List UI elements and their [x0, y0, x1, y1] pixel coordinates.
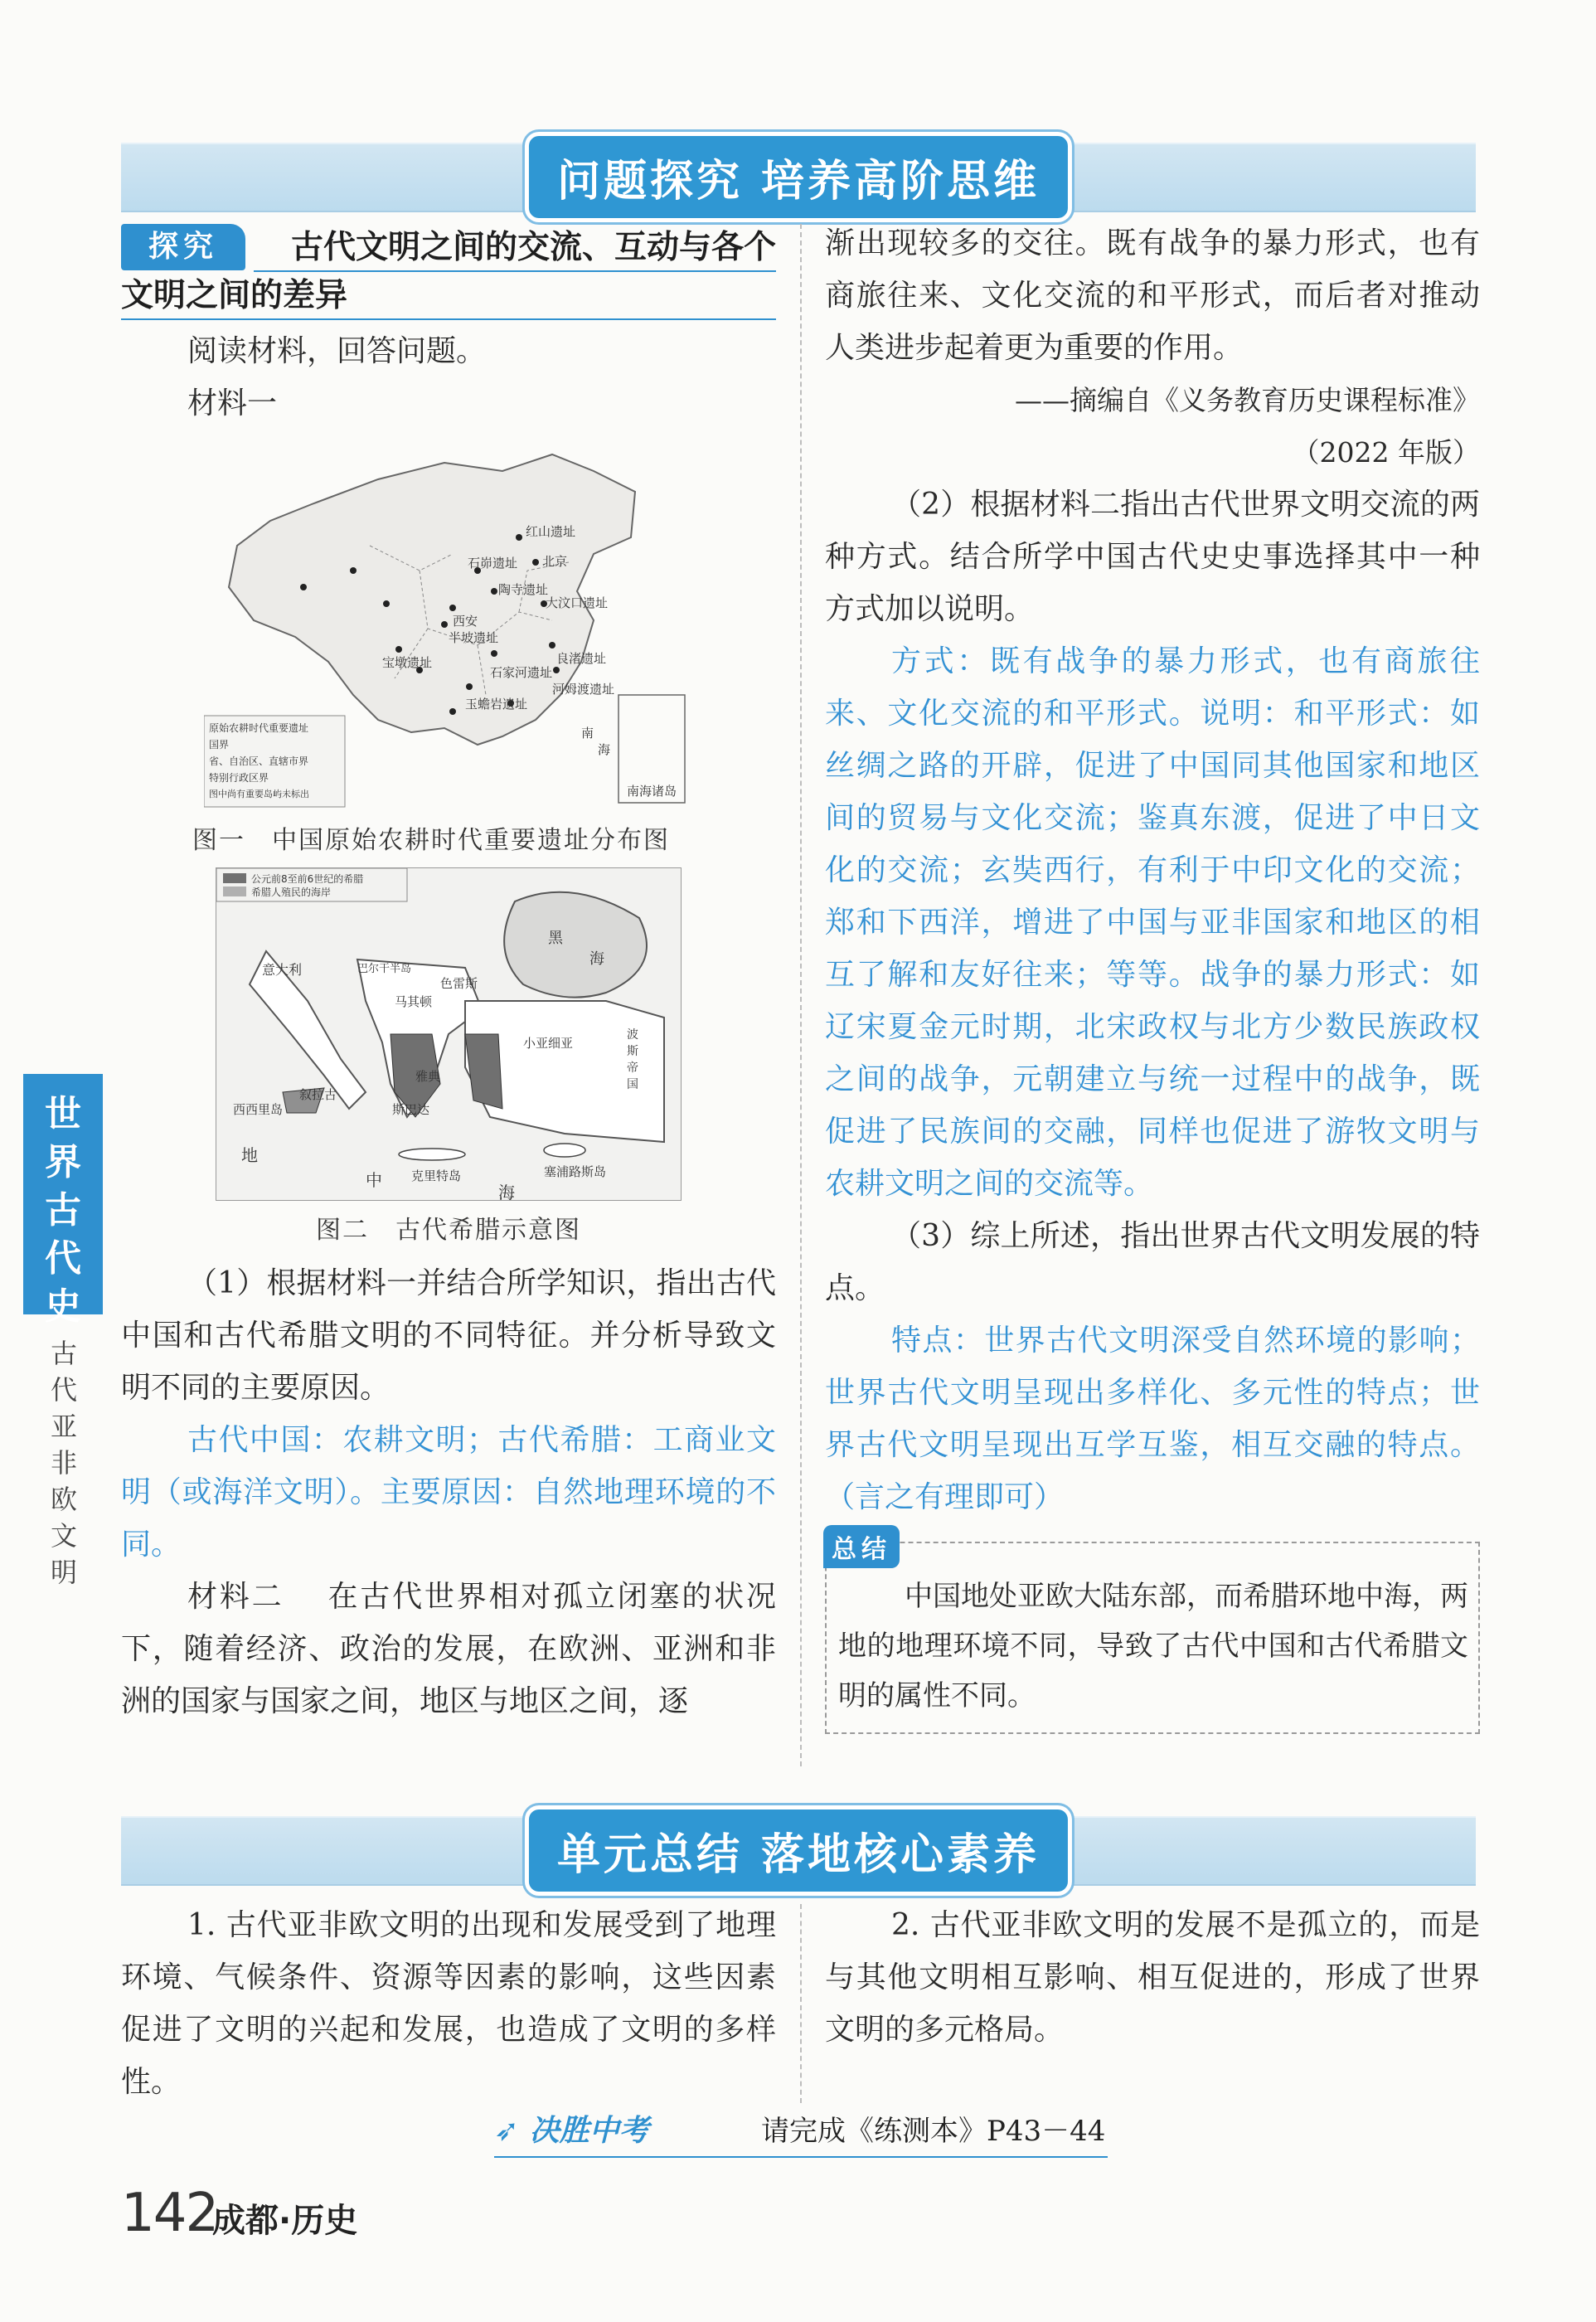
summary-box [825, 1535, 1480, 1734]
map-label: 意大利 [262, 962, 303, 978]
footer-logo [494, 2106, 649, 2156]
question-3: （3）综上所述，指出世界古代文明发展的特点。 [825, 1219, 1480, 1305]
footer-underline [494, 2156, 1108, 2158]
fig2-caption: 图二 古代希腊示意图 [316, 1216, 581, 1245]
side-tab [23, 1074, 103, 1328]
section-banner-explore-title: 问题探究 培养高阶思维 [529, 136, 1068, 218]
map-label: 海 [598, 742, 611, 757]
material2-source-edition: （2022 年版） [1292, 436, 1480, 469]
column-divider [800, 224, 802, 1766]
map-label: 黑 [548, 930, 563, 947]
side-subtitle: 古代亚非欧文明 [50, 1338, 77, 1588]
material2-text: 在古代世界相对孤立闭塞的状况下，随着经济、政治的发展，在欧洲、亚洲和非洲的国家与国家之间，地区与地区之间，逐 [121, 1580, 776, 1718]
map-label: 克里特岛 [411, 1168, 462, 1183]
material2-continued: 渐出现较多的交往。既有战争的暴力形式，也有商旅往来、文化交流的和平形式，而后者对推动人类进步起着更为重要的作用。 [825, 226, 1480, 365]
legend-item: 图中尚有重要岛屿未标出 [209, 789, 309, 799]
question-1: （1）根据材料一并结合所学知识，指出古代中国和古代希腊文明的不同特征。并分析导致文明不同的主要原因。 [121, 1266, 776, 1405]
map-label: 宝墩遗址 [382, 655, 433, 670]
explore-tag: 探究 [121, 224, 245, 270]
legend-item: 原始农耕时代重要遗址 [209, 722, 309, 734]
map-label: 叙拉古 [299, 1087, 337, 1102]
summary-text: 中国地处亚欧大陆东部，而希腊环地中海，两地的地理环境不同，导致了古代中国和古代希腊文明的属性不同。 [838, 1580, 1468, 1712]
map-label: 塞浦路斯岛 [544, 1164, 607, 1179]
map-label: 中 [366, 1170, 382, 1190]
map-label: 雅典 [415, 1069, 441, 1084]
legend-item: 公元前8至前6世纪的希腊 [251, 873, 364, 885]
material2-label: 材料二 [187, 1580, 284, 1614]
map-label: 红山遗址 [526, 524, 576, 539]
material2 [121, 1571, 776, 1727]
explore-heading [121, 224, 776, 315]
answer-1: 古代中国：农耕文明；古代希腊：工商业文明（或海洋文明）。主要原因：自然地理环境的不同。 [121, 1423, 776, 1562]
china-map-figure [204, 446, 693, 811]
map-label: 小亚细亚 [523, 1036, 574, 1051]
runner-icon: ➶ [494, 2114, 530, 2148]
section-banner-unit-title: 单元总结 落地核心素养 [529, 1810, 1068, 1892]
legend-item: 省、自治区、直辖市界 [209, 755, 309, 767]
legend-item: 国界 [209, 739, 230, 751]
book-name: 成都·历史 [212, 2202, 358, 2240]
map-label: 海 [589, 950, 604, 968]
legend-item: 希腊人殖民的海岸 [251, 887, 332, 898]
material2-source: ——摘编自《义务教育历史课程标准》 [1015, 384, 1480, 416]
map-label: 半坡遗址 [449, 630, 499, 645]
map-label: 波斯帝国 [627, 1028, 638, 1091]
unit-divider [800, 1904, 802, 2103]
map-label: 巴尔干半岛 [357, 963, 412, 975]
right-column [825, 217, 1480, 1734]
map-label: 斯巴达 [392, 1102, 430, 1117]
page-number: 142 [121, 2183, 218, 2244]
greece-map-svg [216, 868, 681, 1200]
explore-underline-2 [121, 318, 776, 320]
map-label: 石家河遗址 [490, 665, 553, 680]
section-banner-explore [121, 143, 1476, 212]
map-label: 西西里岛 [233, 1102, 284, 1117]
map-label: 北京 [542, 554, 568, 569]
unit-point-1-text: 1. 古代亚非欧文明的出现和发展受到了地理环境、气候条件、资源等因素的影响，这些因素促进了文明的兴起和发展，也造成了文明的多样性。 [121, 1908, 776, 2099]
map-label: 良渚遗址 [556, 651, 607, 666]
map-label: 马其顿 [395, 994, 433, 1009]
map-label: 西安 [453, 614, 478, 629]
side-tab-label: 世界古代史 [45, 1093, 81, 1328]
map-label: 石峁遗址 [468, 556, 518, 571]
unit-point-1 [121, 1899, 776, 2108]
greece-map-figure [216, 867, 682, 1201]
map-label: 大汶口遗址 [546, 595, 609, 610]
map-label: 南 [581, 726, 594, 741]
footer-strip [494, 2106, 1108, 2158]
map-label: 海 [498, 1183, 515, 1202]
map-label: 河姆渡遗址 [552, 682, 615, 697]
footer-text: 请完成《练测本》P43－44 [761, 2115, 1106, 2148]
map-legend [209, 720, 342, 803]
map-label: 色雷斯 [440, 976, 478, 991]
map-label: 玉蟾岩遗址 [465, 697, 528, 712]
map-label: 南海诸岛 [627, 784, 677, 799]
footer-logo-text: 决胜中考 [529, 2114, 649, 2148]
legend-item: 特别行政区界 [209, 772, 269, 784]
section-banner-unit [121, 1816, 1476, 1886]
explore-title: 古代文明之间的交流、互动与各个文明之间的差异 [121, 229, 777, 314]
explore-underline [254, 270, 776, 272]
crete [399, 1149, 465, 1160]
answer-3: 特点：世界古代文明深受自然环境的影响；世界古代文明呈现出多样化、多元性的特点；世界古代文明呈现出互学互鉴，相互交融的特点。（言之有理即可） [825, 1324, 1480, 1514]
intro-text: 阅读材料，回答问题。 [187, 334, 487, 368]
material1-label: 材料一 [187, 386, 278, 420]
answer-2: 方式：既有战争的暴力形式，也有商旅往来、文化交流的和平形式。说明：和平形式：如丝绸之路的开辟，促进了中国同其他国家和地区间的贸易与文化交流；鉴真东渡，促进了中日文化的交流；玄奘西行，有利于中印文化的交流；郑和下西洋，增进了中国与亚非国家和地区的相互了解和友好往来；等等。战争的暴力形式：如辽宋夏金元时期，北宋政权与北方少数民族政权之间的战争，元朝建立与统一过程中的战争，既促进了民族间的交融，同样也促进了游牧文明与农耕文明之间的交流等。 [825, 644, 1480, 1201]
map-label: 地 [241, 1145, 258, 1165]
summary-tag: 总结 [823, 1525, 900, 1568]
fig1-caption: 图一 中国原始农耕时代重要遗址分布图 [192, 826, 670, 855]
question-2: （2）根据材料二指出古代世界文明交流的两种方式。结合所学中国古代史史事选择其中一种方式加以说明。 [825, 488, 1480, 626]
unit-point-2 [825, 1899, 1480, 2056]
map-label: 陶寺遗址 [498, 582, 549, 597]
left-column [121, 224, 776, 1727]
unit-point-2-text: 2. 古代亚非欧文明的发展不是孤立的，而是与其他文明相互影响、相互促进的，形成了世界文明的多元格局。 [825, 1908, 1480, 2047]
cyprus [544, 1144, 585, 1157]
